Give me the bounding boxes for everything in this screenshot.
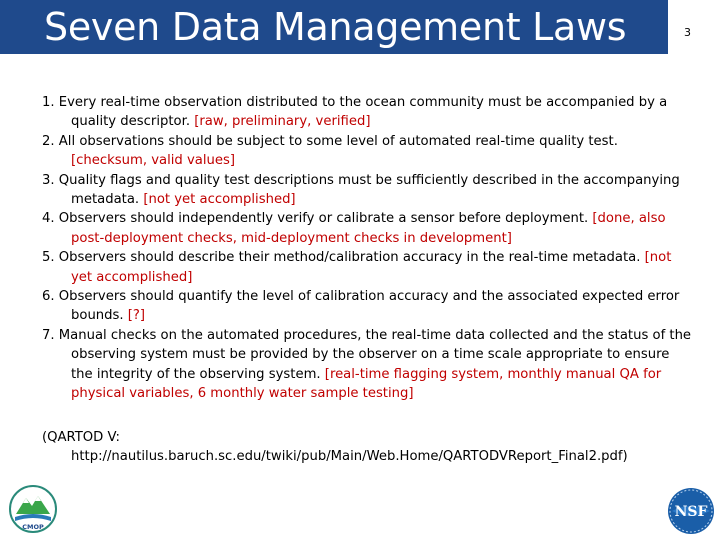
law-text: 4. Observers should independently verify or calibrate a sensor before deployment.: [42, 211, 593, 227]
law-status-note: [?]: [127, 308, 146, 324]
law-text: 6. Observers should quantify the level of calibration accuracy and the associated expected error bounds.: [42, 289, 680, 324]
law-status-note: [checksum, valid values]: [71, 153, 236, 169]
law-text: 7. Manual checks on the automated procedures, the real-time data collected and the status of the observing system must be provided by the observer on a time scale appropriate to ensure the integrity of the observing system.: [42, 327, 692, 382]
nsf-logo: [666, 486, 716, 536]
cmop-logo: [8, 484, 58, 534]
law-item: [42, 287, 692, 326]
reference-label: (QARTOD V:: [42, 430, 120, 445]
law-status-note: [not yet accomplished]: [143, 192, 296, 208]
law-status-note: [not yet accomplished]: [71, 250, 672, 285]
svg-text:CMOP: CMOP: [22, 523, 44, 531]
law-status-note: [done, also post-deployment checks, mid-deployment checks in development]: [71, 211, 666, 246]
law-item: [42, 326, 692, 404]
laws-list: [42, 93, 692, 404]
slide-number: 3: [684, 26, 691, 39]
law-status-note: [raw, preliminary, verified]: [194, 114, 371, 130]
law-text: 1. Every real-time observation distributed to the ocean community must be accompanied by a quality descriptor.: [42, 95, 668, 130]
law-status-note: [real-time flagging system, monthly manual QA for physical variables, 6 monthly water sample testing]: [71, 366, 662, 402]
law-text: 2. All observations should be subject to some level of automated real-time quality test.: [42, 133, 618, 149]
law-text: 3. Quality flags and quality test descriptions must be sufficiently described in the accompanying metadata.: [42, 172, 680, 208]
law-text: 5. Observers should describe their method/calibration accuracy in the real-time metadata.: [42, 250, 645, 266]
svg-text:NSF: NSF: [674, 504, 708, 520]
law-item: [42, 132, 692, 171]
slide-title: Seven Data Management Laws: [44, 5, 627, 49]
law-item: [42, 171, 692, 210]
title-bar: [0, 0, 668, 54]
law-item: [42, 248, 692, 287]
law-item: [42, 93, 692, 132]
law-item: [42, 209, 692, 248]
reference: [42, 428, 692, 467]
reference-url-link[interactable]: http://nautilus.baruch.sc.edu/twiki/pub/Main/Web.Home/QARTODVReport_Final2.pdf): [71, 449, 628, 465]
